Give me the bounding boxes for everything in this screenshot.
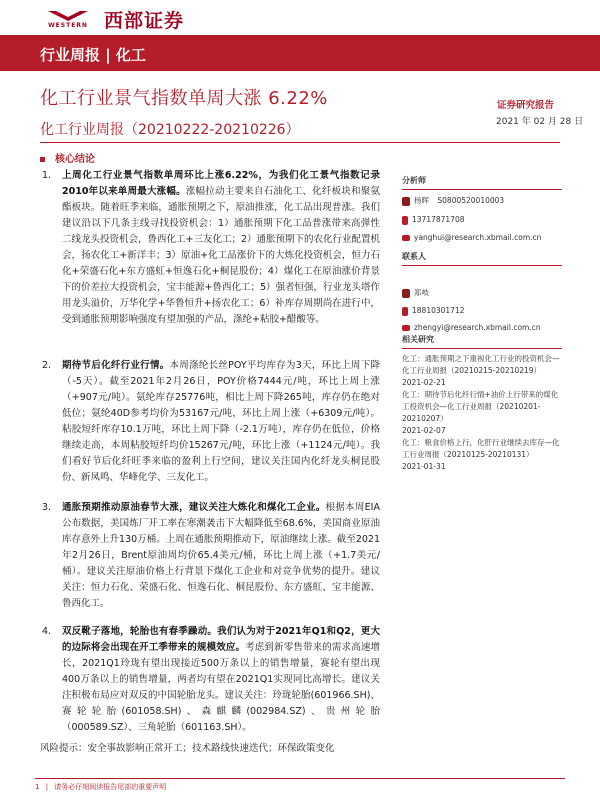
related-item[interactable]: [402, 389, 562, 437]
title-divider: [40, 142, 560, 143]
bullet-square-icon: [40, 157, 45, 162]
contact-email[interactable]: zhengyi@research.xbmail.com.cn: [414, 323, 541, 332]
item-number: 1.: [42, 170, 52, 181]
report-title: 化工行业景气指数单周大涨 6.22%: [40, 88, 328, 109]
footer-divider: [35, 778, 565, 779]
phone-icon: [402, 216, 408, 225]
phone-icon: [402, 307, 408, 316]
footer: 1 | 请务必仔细阅读报告尾部的重要声明: [35, 783, 167, 791]
report-date: 2021 年 02 月 28 日: [496, 117, 584, 127]
item-text: 涨幅拉动主要来自石油化工、化纤板块和聚氨酯板块。随着旺季来临，通胀预期之下，原油推涨，化工品出现普涨。我们建议沿以下几条主线寻找投资机会：1）通胀预期下化工品普涨带来高弹性二线龙头投资机会，鲁西化工+三友化工；2）通胀预期下的农化行业配置机会，扬农化工+新洋丰；3）原油+化工品涨价下的大炼化投资机会，恒力石化+荣盛石化+东方盛虹+恒逸石化+桐昆股份；4）煤化工在原油涨价背景下的价差拉大投资机会，宝丰能源+鲁西化工；5）强者恒强，行业龙头塔作用龙头溢价，万华化学+华鲁恒升+扬农化工；6）补库存周期尚在进行中，受到通胀预期影响强度有望加强的产品，涤纶+粘胶+醋酸等。: [62, 186, 381, 325]
related-date: 2021-02-07: [402, 426, 446, 435]
risk-warning: 风险提示：安全事故影响正常开工；技术路线快速迭代；环保政策变化: [40, 743, 335, 754]
item-lead: 通胀预期推动原油春节大涨，建议关注大炼化和煤化工企业。: [62, 502, 326, 513]
person-icon: [402, 197, 410, 206]
person-icon: [402, 289, 410, 298]
item-number: 2.: [42, 360, 52, 371]
conclusion-item-3: [42, 500, 380, 616]
analyst-cert: S0800520010003: [437, 196, 505, 205]
related-item[interactable]: [402, 437, 562, 473]
logo-english: WESTERN: [48, 22, 88, 29]
item-text: 本周涤纶长丝POY平均库存为3天，环比上周下降（-5天）。截至2021年2月26日，POY价格7444元/吨，环比上周上涨（+907元/吨）。氨纶库存25776吨，相比上周下降265吨，库存仍在绝对低位；氨纶40D参考均价为53167元/吨，环比上周上涨（+6309元/吨）。粘胶短纤库存10.1万吨，环比上周下降（-2.1万吨），库存仍在低位，价格继续走高，本周粘胶短纤均价15267元/吨，环比上涨（+1124元/吨）。我们看好节后化纤旺季来临的盈利上行空间，建议关注国内化纤龙头桐昆股份、新凤鸣、华峰化学、三友化工。: [62, 360, 380, 483]
core-conclusion-heading: 核心结论: [40, 150, 95, 165]
conclusion-item-4: [42, 624, 380, 736]
logo-mark-icon: [40, 9, 96, 23]
contact-heading-row: [402, 251, 562, 266]
report-subtitle: 化工行业周报（20210222-20210226）: [40, 122, 300, 138]
item-lead: 上周化工行业景气指数单周环比上涨6.22%，为我们化工景气指数记录2010年以来单周最大涨幅。: [62, 170, 380, 197]
report-type-label: 证券研究报告: [497, 100, 555, 111]
brand-name: 西部证券: [104, 10, 185, 32]
related-date: 2021-01-31: [402, 462, 446, 471]
analyst-name-row: [402, 195, 562, 206]
contact-name: 郑岐: [414, 288, 429, 297]
contact-heading: 联系人: [402, 251, 562, 266]
email-icon: [402, 235, 410, 241]
analyst-email-row[interactable]: [402, 233, 562, 242]
footer-disclaimer: 请务必仔细阅读报告尾部的重要声明: [54, 783, 167, 791]
related-title[interactable]: 化工：期待节后化纤行情+油价上行带来的煤化工投资机会—化工行业周报（20210201-20210207）: [402, 390, 559, 423]
item-lead: 期待节后化纤行业行情。: [62, 360, 170, 371]
related-date: 2021-02-21: [402, 378, 446, 387]
analyst-phone: 13717871708: [412, 215, 465, 224]
item-number: 3.: [42, 502, 52, 513]
page-number: 1: [35, 783, 40, 791]
contact-phone-row: [402, 306, 562, 316]
conclusion-item-2: [42, 358, 380, 490]
contact-email-row[interactable]: [402, 323, 562, 332]
contact-phone: 18810301712: [412, 306, 465, 315]
related-heading: 相关研究: [402, 334, 562, 349]
analyst-phone-row: [402, 215, 562, 225]
item-text: 考虑到新零售带来的需求高速增长，2021Q1玲珑有望出现接近500万条以上的销售增量，赛轮有望出现400万条以上的销售增量，两者均有望在2021Q1实现同比高增长。建议关注积极布局应对双反的中国轮胎龙头。建议关注：玲珑轮胎(601966.SH)、赛轮轮胎(601058.SH)、森麒麟(002984.SZ)、贵州轮胎（000589.SZ）、三角轮胎（601163.SH）。: [62, 642, 380, 733]
related-research-panel: [402, 334, 562, 473]
related-title[interactable]: 化工：通胀预期之下重视化工行业的投资机会—化工行业周报（20210215-20210219）: [402, 354, 560, 375]
conclusion-item-1: [42, 168, 380, 348]
analyst-heading: 分析师: [402, 175, 562, 190]
item-text: 根据本周EIA公布数据，美国炼厂开工率在寒潮袭击下大幅降低至68.6%，美国商业原油库存意外上升130万桶。上周在通胀预期推动下，原油继续上涨。截至2021年2月26日，Brent原油周均价65.4美元/桶，环比上周上涨（+1.7美元/桶）。建议关注原油价格上行背景下煤化工企业和对竞争优势的提升。建议关注：恒力石化、荣盛石化、恒逸石化、桐昆股份、东方盛虹、宝丰能源、鲁西化工。: [62, 502, 380, 609]
related-item[interactable]: [402, 353, 562, 389]
contact-name-row: [402, 287, 562, 298]
item-lead: 双反靴子落地，轮胎也有春季躁动。我们认为对于2021年Q1和Q2，更大的边际将会出现在开工季带来的规模效应。: [62, 626, 380, 653]
related-title[interactable]: 化工：粮食价格上行，化肝行业继续去库存—化工行业周报（20210125-20210131）: [402, 438, 560, 459]
report-category: 行业周报 | 化工: [40, 46, 146, 64]
analyst-email[interactable]: yanghui@research.xbmail.com.cn: [414, 233, 542, 242]
analyst-name: 杨晖: [414, 196, 429, 205]
company-logo: [40, 8, 96, 32]
item-number: 4.: [42, 626, 52, 637]
email-icon: [402, 325, 410, 331]
